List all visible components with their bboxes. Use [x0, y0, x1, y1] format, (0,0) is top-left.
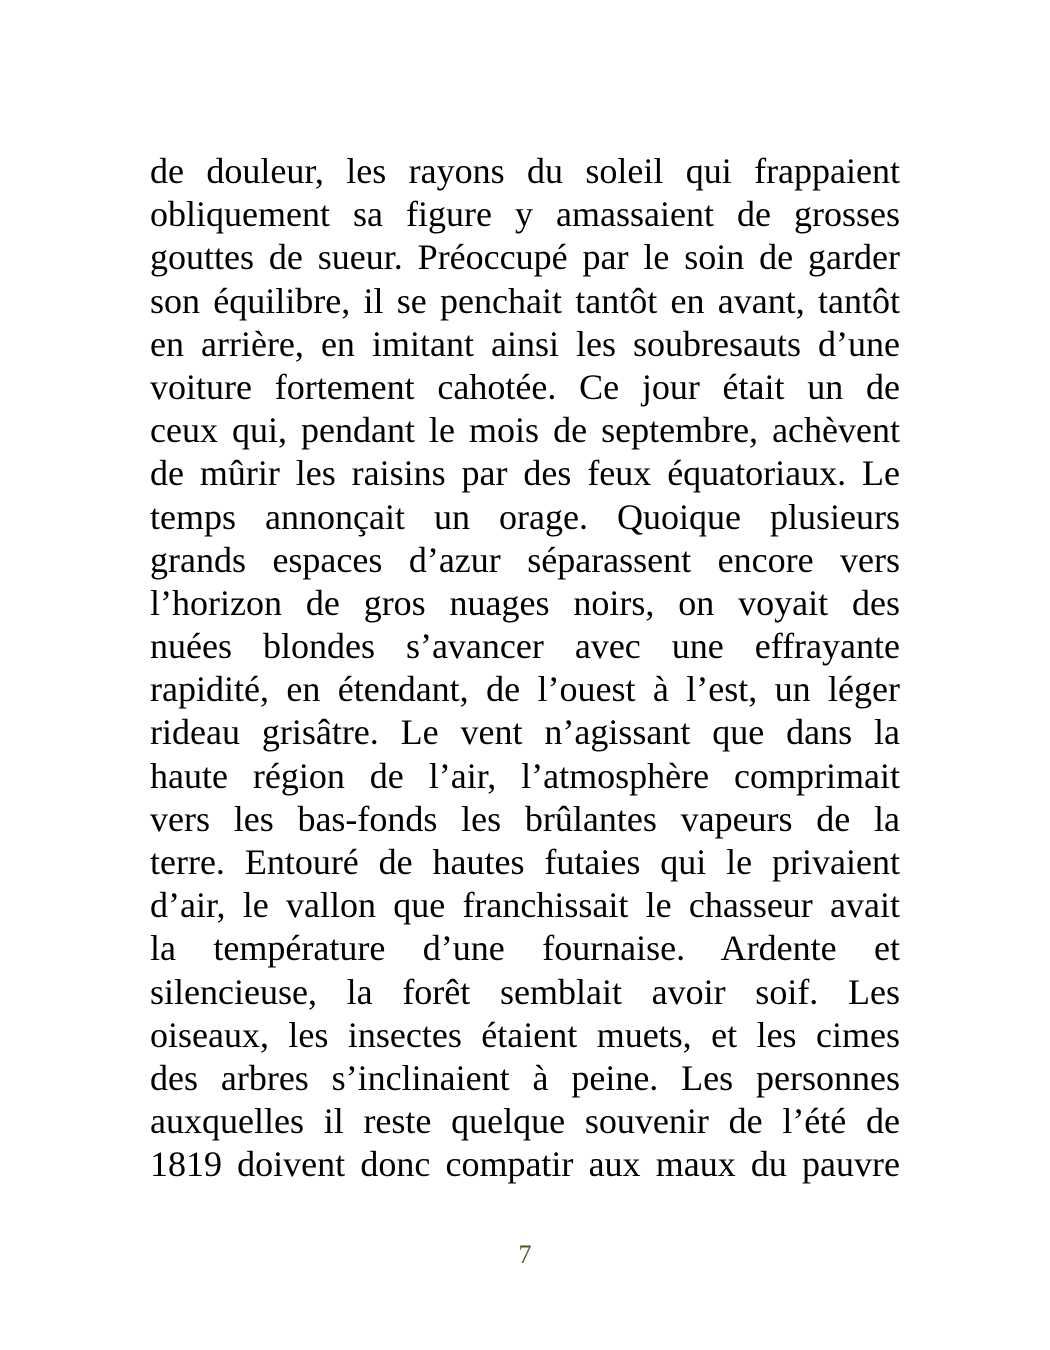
text-line: terre. Entouré de hautes futaies qui le privaient: [150, 842, 900, 882]
text-line: rapidité, en étendant, de l’ouest à l’est, un léger: [150, 669, 900, 710]
text-line: nuées blondes s’avancer avec une effrayante: [150, 626, 900, 667]
text-line: l’horizon de gros nuages noirs, on voyait des: [150, 582, 900, 623]
text-line: son équilibre, il se penchait tantôt en avant, tantôt: [150, 280, 900, 321]
text-line: de mûrir les raisins par des feux équatoriaux. Le: [150, 453, 900, 494]
text-line: des arbres s’inclinaient à peine. Les personnes: [150, 1057, 900, 1098]
text-line: la température d’une fournaise. Ardente et: [150, 928, 900, 969]
text-line: obliquement sa figure y amassaient de grosses: [150, 194, 900, 235]
body-text: [150, 150, 900, 1187]
text-line: gouttes de sueur. Préoccupé par le soin de garder: [150, 237, 900, 278]
text-line: voiture fortement cahotée. Ce jour était un de: [150, 366, 900, 407]
text-line: oiseaux, les insectes étaient muets, et les cimes: [150, 1014, 900, 1055]
text-line: d’air, le vallon que franchissait le chasseur avait: [150, 885, 900, 926]
text-line: de douleur, les rayons du soleil qui frappaient: [150, 151, 900, 191]
text-line: silencieuse, la forêt semblait avoir soif. Les: [150, 971, 900, 1012]
text-line: en arrière, en imitant ainsi les soubresauts d’une: [150, 323, 900, 364]
page-number: 7: [518, 1240, 532, 1269]
text-line: grands espaces d’azur séparassent encore vers: [150, 539, 900, 580]
text-line: rideau grisâtre. Le vent n’agissant que dans la: [150, 712, 900, 753]
text-line: ceux qui, pendant le mois de septembre, achèvent: [150, 410, 900, 451]
text-line: haute région de l’air, l’atmosphère comprimait: [150, 755, 900, 796]
text-line: vers les bas-fonds les brûlantes vapeurs de la: [150, 798, 900, 839]
text-line: auxquelles il reste quelque souvenir de l’été de: [150, 1101, 900, 1142]
text-line: 1819 doivent donc compatir aux maux du pauvre: [150, 1144, 900, 1185]
text-line: temps annonçait un orage. Quoique plusieurs: [150, 496, 900, 537]
